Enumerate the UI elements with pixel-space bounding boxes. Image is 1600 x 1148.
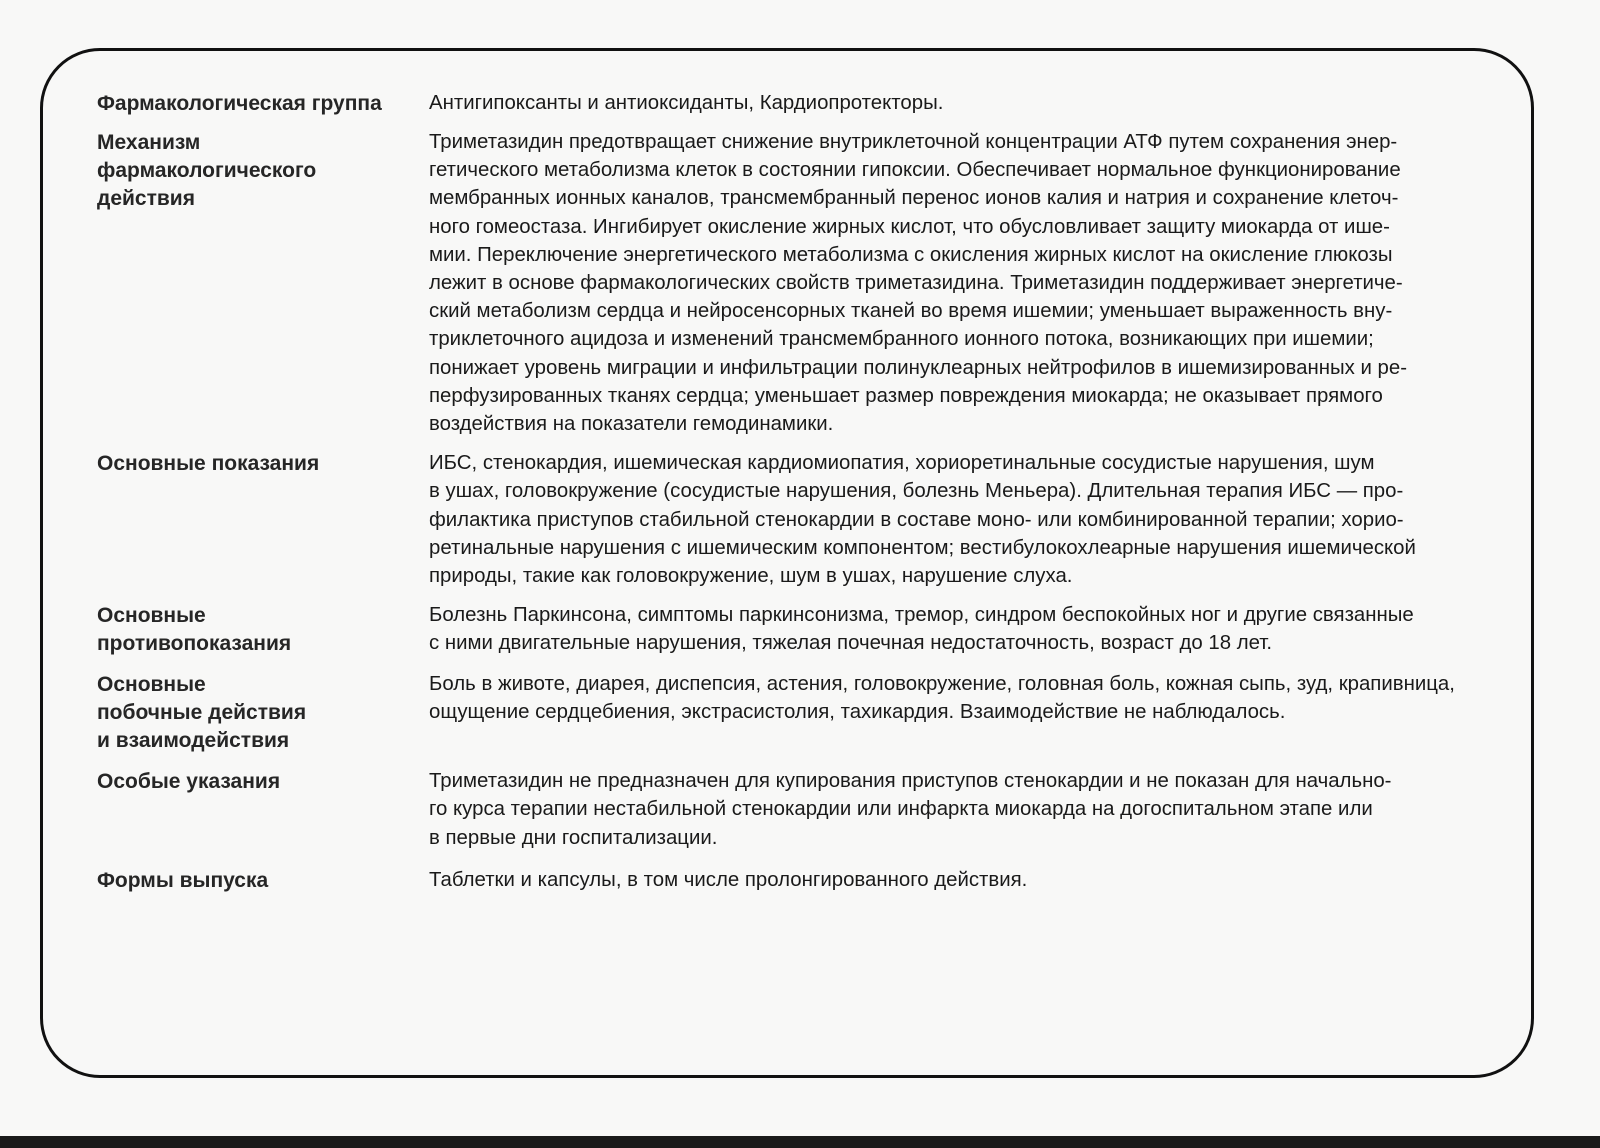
- row-value-line: ский метаболизм сердца и нейросенсорных тканей во время ишемии; уменьшает выраженность вну-: [429, 300, 1393, 323]
- row-value-line: воздействия на показатели гемодинамики.: [429, 413, 834, 436]
- info-row: [97, 767, 1477, 852]
- row-value-line: ретинальные нарушения с ишемическим компонентом; вестибулокохлеарные нарушения ишемической: [429, 536, 1416, 559]
- row-label: [97, 449, 429, 478]
- row-label-line: Основные: [97, 604, 206, 628]
- row-value-line: Боль в животе, диарея, диспепсия, астения, головокружение, головная боль, кожная сыпь, зуд, крапивница,: [429, 673, 1455, 696]
- row-value: [429, 89, 1479, 117]
- row-label: [97, 670, 429, 755]
- row-label-line: Особые указания: [97, 770, 281, 794]
- row-label-line: фармакологического: [97, 159, 317, 182]
- row-value-line: мембранных ионных каналов, трансмембранный перенос ионов калия и натрия и сохранение клеточ-: [429, 187, 1399, 210]
- row-label-line: действия: [97, 187, 195, 210]
- row-value-line: природы, такие как головокружение, шум в ушах, нарушение слуха.: [429, 565, 1073, 588]
- info-row: [97, 670, 1477, 755]
- row-value-line: ощущение сердцебиения, экстрасистолия, тахикардия. Взаимодействие не наблюдалось.: [429, 701, 1286, 724]
- row-label-line: Формы выпуска: [97, 868, 269, 892]
- row-label: [97, 866, 429, 895]
- drug-info-table: [97, 89, 1477, 895]
- info-row: [97, 866, 1477, 895]
- row-value-line: гетического метаболизма клеток в состоянии гипоксии. Обеспечивает нормальное функционирование: [429, 159, 1401, 182]
- info-row: [97, 449, 1477, 590]
- row-label-line: Механизм: [97, 131, 201, 154]
- row-value: [429, 767, 1479, 852]
- row-value-line: го курса терапии нестабильной стенокардии или инфаркта миокарда на догоспитальном этапе или: [429, 798, 1373, 821]
- row-value: [429, 128, 1479, 438]
- row-value-line: Болезнь Паркинсона, симптомы паркинсонизма, тремор, синдром беспокойных ног и другие связанные: [429, 604, 1414, 627]
- row-label-line: Фармакологическая группа: [97, 92, 382, 115]
- row-value: [429, 601, 1479, 657]
- row-value: [429, 670, 1479, 726]
- info-row: [97, 601, 1477, 658]
- row-value-line: понижает уровень миграции и инфильтрации полинуклеарных нейтрофилов в ишемизированных и ре-: [429, 356, 1408, 379]
- row-label: [97, 128, 429, 213]
- row-value-line: Таблетки и капсулы, в том числе пролонгированного действия.: [429, 868, 1028, 891]
- row-label-line: Основные показания: [97, 452, 320, 476]
- row-value-line: лежит в основе фармакологических свойств триметазидина. Триметазидин поддерживает энергетиче-: [429, 272, 1403, 295]
- info-row: [97, 128, 1477, 438]
- row-label-line: и взаимодействия: [97, 729, 290, 753]
- info-row: [97, 89, 1477, 118]
- row-value-line: ИБС, стенокардия, ишемическая кардиомиопатия, хориоретинальные сосудистые нарушения, шум: [429, 452, 1375, 475]
- row-value-line: филактика приступов стабильной стенокардии в составе моно- или комбинированной терапии; хорио-: [429, 508, 1404, 531]
- row-value-line: Триметазидин предотвращает снижение внутриклеточной концентрации АТФ путем сохранения энер-: [429, 131, 1398, 153]
- row-value: [429, 866, 1479, 894]
- row-value-line: перфузированных тканях сердца; уменьшает размер повреждения миокарда; не оказывает прямого: [429, 384, 1383, 407]
- row-value-line: мии. Переключение энергетического метаболизма с окисления жирных кислот на окисление глюкозы: [429, 243, 1393, 266]
- row-value-line: в ушах, головокружение (сосудистые нарушения, болезнь Меньера). Длительная терапия ИБС — про-: [429, 480, 1404, 503]
- row-value-line: триклеточного ацидоза и изменений трансмембранного ионного потока, возникающих при ишемии;: [429, 328, 1374, 351]
- bottom-edge-rule: [0, 1136, 1600, 1148]
- row-value-line: с ними двигательные нарушения, тяжелая почечная недостаточность, возраст до 18 лет.: [429, 632, 1273, 655]
- row-value: [429, 449, 1479, 590]
- row-label-line: Основные: [97, 673, 206, 697]
- row-value-line: Антигипоксанты и антиоксиданты, Кардиопротекторы.: [429, 92, 944, 114]
- row-value-line: ного гомеостаза. Ингибирует окисление жирных кислот, что обусловливает защиту миокарда от ише-: [429, 215, 1390, 238]
- row-label-line: противопоказания: [97, 632, 292, 656]
- row-label: [97, 767, 429, 796]
- row-label: [97, 89, 429, 118]
- row-value-line: Триметазидин не предназначен для купирования приступов стенокардии и не показан для начально-: [429, 770, 1392, 793]
- row-label: [97, 601, 429, 658]
- row-label-line: побочные действия: [97, 701, 307, 725]
- row-value-line: в первые дни госпитализации.: [429, 826, 718, 849]
